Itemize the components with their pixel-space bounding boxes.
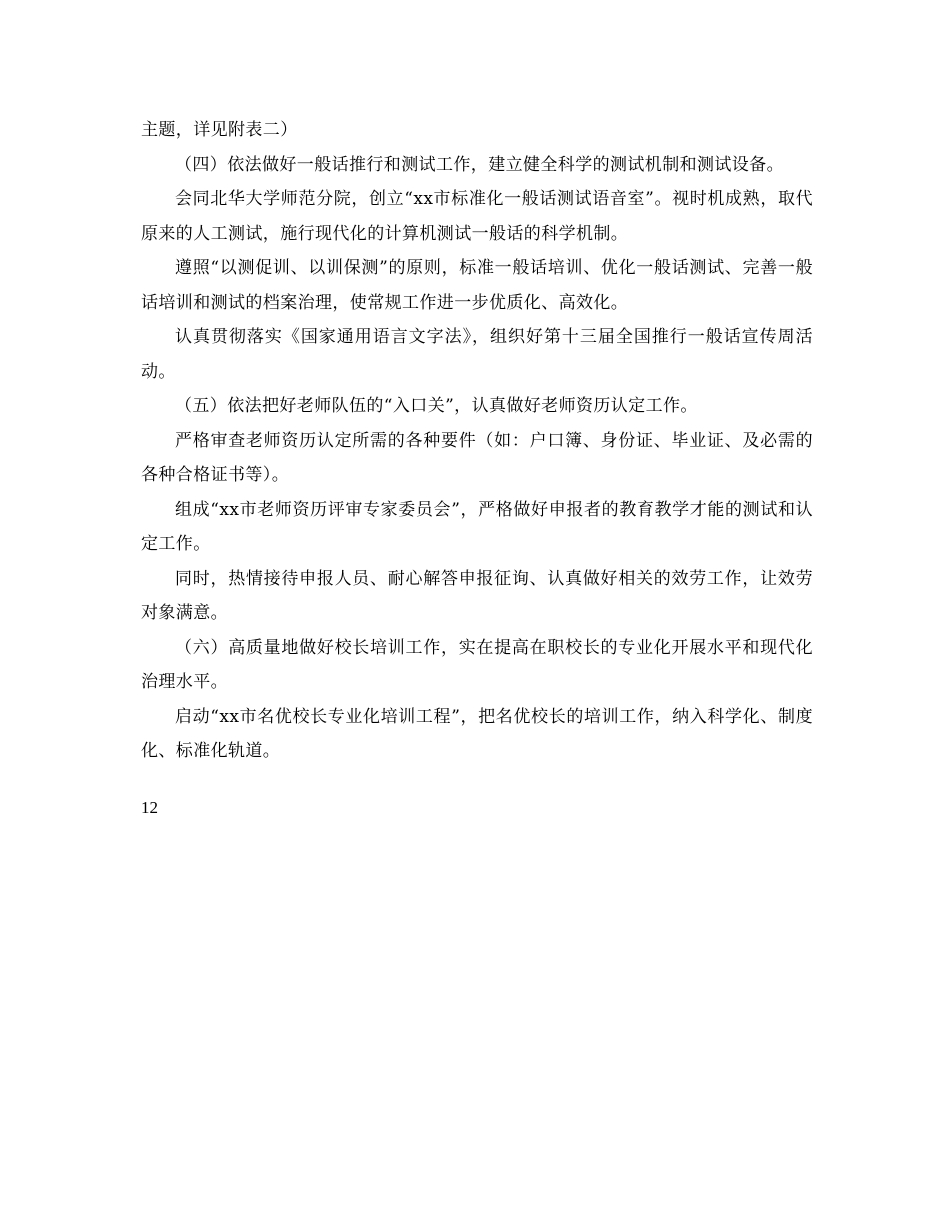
paragraph: 同时，热情接待申报人员、耐心解答申报征询、认真做好相关的效劳工作，让效劳对象满意。 <box>141 568 813 623</box>
paragraph: 严格审查老师资历认定所需的各种要件（如：户口簿、身份证、毕业证、及必需的各种合格证书等）。 <box>141 430 813 485</box>
page-number: 12 <box>141 798 158 817</box>
paragraph: （五）依法把好老师队伍的“入口关”，认真做好老师资历认定工作。 <box>175 396 698 416</box>
document-body <box>141 113 813 769</box>
paragraph: （四）依法做好一般话推行和测试工作，建立健全科学的测试机制和测试设备。 <box>175 154 784 175</box>
paragraph: （六）高质量地做好校长培训工作，实在提高在职校长的专业化开展水平和现代化治理水平。 <box>141 637 813 692</box>
paragraph: 组成“xx市老师资历评审专家委员会”，严格做好申报者的教育教学才能的测试和认定工作。 <box>141 499 813 554</box>
paragraph: 认真贯彻落实《国家通用语言文字法》，组织好第十三届全国推行一般话宣传周活动。 <box>141 327 813 382</box>
paragraph: 主题，详见附表二） <box>141 120 298 140</box>
paragraph: 遵照“以测促训、以训保测”的原则，标准一般话培训、优化一般话测试、完善一般话培训和测试的档案治理，使常规工作进一步优质化、高效化。 <box>141 258 813 313</box>
paragraph: 启动“xx市名优校长专业化培训工程”，把名优校长的培训工作，纳入科学化、制度化、标准化轨道。 <box>141 706 813 761</box>
paragraph: 会同北华大学师范分院，创立“xx市标准化一般话测试语音室”。视时机成熟，取代原来的人工测试，施行现代化的计算机测试一般话的科学机制。 <box>141 189 813 244</box>
